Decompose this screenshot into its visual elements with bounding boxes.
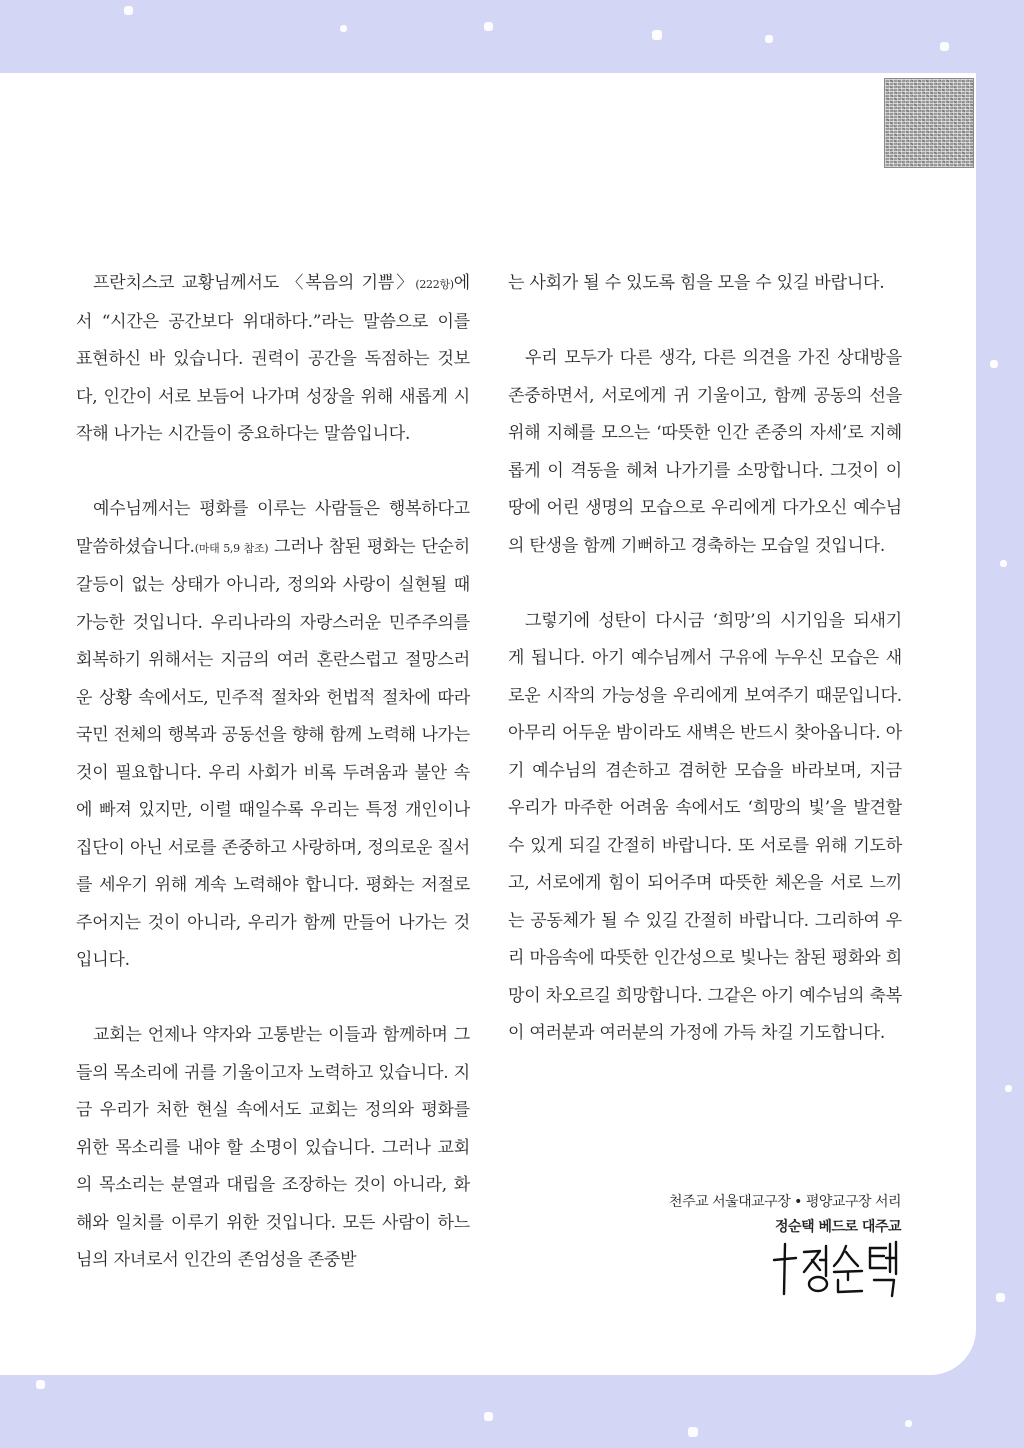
paragraph-text: 예수님께서는 평화를 이루는 사람들은 행복하다고 말씀하셨습니다.	[76, 499, 470, 557]
snow-dot	[484, 1412, 493, 1421]
paragraph: 우리 모두가 다른 생각, 다른 의견을 가진 상대방을 존중하면서, 서로에게 귀 기울이고, 함께 공동의 선을 위해 지혜를 모으는 ‘따뜻한 인간 존중의 자세’로 지혜롭게 이 격동을 헤쳐 나가기를 소망합니다. 그것이 이 땅에 어린 생명의 모습으로 우리에게 다가오신 예수님의 탄생을 함께 기뻐하고 경축하는 모습일 것입니다.	[508, 348, 902, 556]
snow-dot	[940, 42, 949, 51]
snow-dot	[1005, 1085, 1012, 1092]
snow-dot	[652, 30, 662, 40]
paragraph	[76, 491, 470, 980]
paragraph-text: 프란치스코 교황님께서도 〈복음의 기쁨〉	[93, 273, 416, 293]
left-column	[76, 265, 470, 1280]
handwritten-signature	[770, 1238, 910, 1300]
author-title: 천주교 서울대교구장 • 평양교구장 서리	[669, 1194, 901, 1210]
paragraph	[76, 265, 470, 454]
author-name: 정순택 베드로 대주교	[775, 1219, 901, 1235]
signature-block	[669, 1190, 901, 1240]
reference-note: (마태 5,9 참조)	[194, 541, 269, 555]
snow-dot	[340, 25, 347, 32]
snow-dot	[996, 1293, 1005, 1302]
snow-dot	[36, 1380, 45, 1389]
snow-dot	[688, 1427, 698, 1437]
paragraph: 그렇기에 성탄이 다시금 ‘희망’의 시기임을 되새기게 됩니다. 아기 예수님께서 구유에 누우신 모습은 새로운 시작의 가능성을 우리에게 보여주기 때문입니다. 아무리 어두운 밤이라도 새벽은 반드시 찾아옵니다. 아기 예수님의 겸손하고 겸허한 모습을 바라보며, 지금 우리가 마주한 어려움 속에서도 ‘희망의 빛’을 발견할 수 있게 되길 간절히 바랍니다. 또 서로를 위해 기도하고, 서로에게 힘이 되어주며 따뜻한 체온을 서로 느끼는 공동체가 될 수 있길 간절히 바랍니다. 그리하여 우리 마음속에 따뜻한 인간성으로 빛나는 참된 평화와 희망이 차오르길 희망합니다. 그같은 아기 예수님의 축복이 여러분과 여러분의 가정에 가득 차길 기도합니다.	[508, 610, 902, 1043]
snow-dot	[124, 6, 133, 15]
snow-dot	[905, 1420, 912, 1427]
reference-note: (222항)	[415, 278, 454, 291]
paragraph: 교회는 언제나 약자와 고통받는 이들과 함께하며 그들의 목소리에 귀를 기울이고자 노력하고 있습니다. 지금 우리가 처한 현실 속에서도 교회는 정의와 평화를 위한 목소리를 내야 할 소명이 있습니다. 그러나 교회의 목소리는 분열과 대립을 조장하는 것이 아니라, 화해와 일치를 이루기 위한 것입니다. 모든 사람이 하느님의 자녀로서 인간의 존엄성을 존중받	[76, 1025, 470, 1270]
paragraph-text: 그러나 참된 평화는 단순히 갈등이 없는 상태가 아니라, 정의와 사랑이 실현될 때 가능한 것입니다. 우리나라의 자랑스러운 민주주의를 회복하기 위해서는 지금의 여러 혼란스럽고 절망스러운 상황 속에서도, 민주적 절차와 헌법적 절차에 따라 국민 전체의 행복과 공동선을 향해 함께 노력해 나가는 것이 필요합니다. 우리 사회가 비록 두려움과 불안 속에 빠져 있지만, 이럴 때일수록 우리는 특정 개인이나 집단이 아닌 서로를 존중하고 사랑하며, 정의로운 질서를 세우기 위해 계속 노력해야 합니다. 평화는 저절로 주어지는 것이 아니라, 우리가 함께 만들어 나가는 것입니다.	[76, 536, 470, 970]
paragraph-continued: 는 사회가 될 수 있도록 힘을 모을 수 있길 바랍니다.	[508, 273, 885, 293]
snow-dot	[1000, 560, 1007, 567]
snow-dot	[484, 22, 493, 31]
qr-code-icon[interactable]	[884, 78, 974, 168]
paragraph-text: 에서 “시간은 공간보다 위대하다.”라는 말씀으로 이를 표현하신 바 있습니다. 권력이 공간을 독점하는 것보다, 인간이 서로 보듬어 나가며 성장을 위해 새롭게 시작해 나가는 시간들이 중요하다는 말씀입니다.	[76, 273, 470, 444]
snow-dot	[990, 360, 998, 368]
right-column	[508, 265, 902, 1053]
snow-dot	[765, 35, 773, 43]
